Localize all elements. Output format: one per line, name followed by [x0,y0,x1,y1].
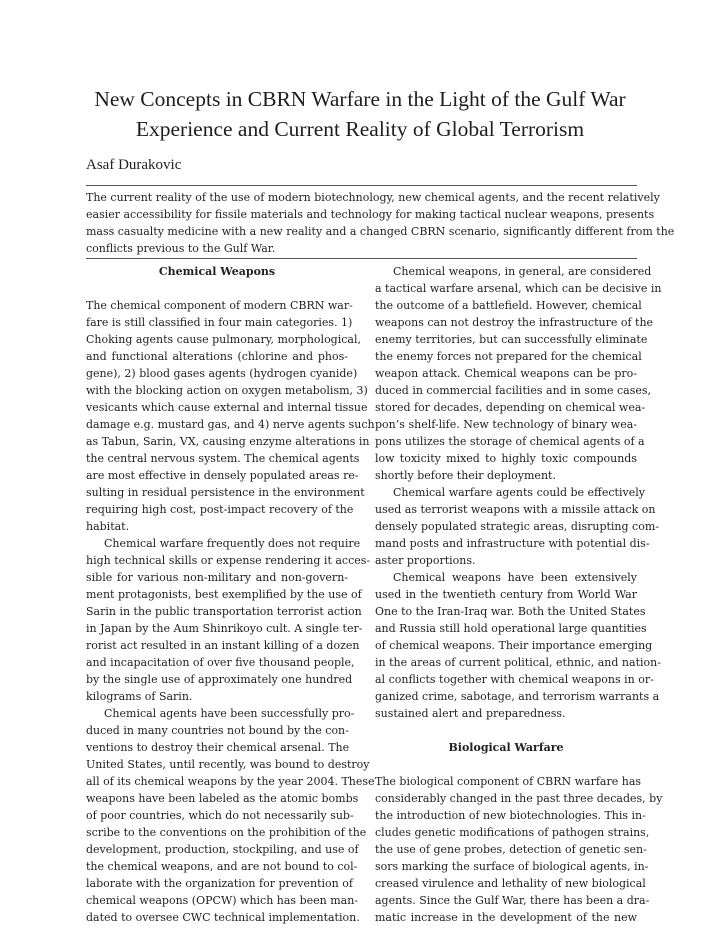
section-heading-chemical: Chemical Weapons [158,265,276,278]
paragraph-line: all of its chemical weapons by the year 2004. These [86,775,375,788]
spacer [375,756,637,773]
paragraph-line: used in the twentieth century from World War [375,588,637,601]
paragraph-line: The chemical component of modern CBRN war- [86,299,353,312]
paragraph-line: the outcome of a battlefield. However, chemical [375,299,642,312]
title-line: Experience and Current Reality of Global Terrorism [135,117,585,141]
paragraph-line: habitat. [86,520,130,533]
section-heading-biological: Biological Warfare [448,741,564,754]
paragraph-line: vesicants which cause external and internal tissue [86,401,368,414]
paragraph-line: chemical weapons (OPCW) which has been man- [86,894,359,907]
paragraph-line: rorist act resulted in an instant killing of a dozen [86,639,360,652]
paragraph-line: and Russia still hold operational large quantities [375,622,647,635]
paragraph-line: scribe to the conventions on the prohibition of the [86,826,367,839]
paragraph-line: stored for decades, depending on chemical wea- [375,401,646,414]
paragraph-line: fare is still classified in four main categories. 1) [86,316,353,329]
paragraph-line: agents. Since the Gulf War, there has been a dra- [375,894,650,907]
paragraph-line: Choking agents cause pulmonary, morphological, [86,333,361,346]
paragraph-line: kilograms of Sarin. [86,690,193,703]
paragraph-line: the chemical weapons, and are not bound to col- [86,860,358,873]
paragraph-line: laborate with the organization for prevention of [86,877,353,890]
paragraph-line: Sarin in the public transportation terrorist action [86,605,362,618]
paragraph-line: and incapacitation of over five thousand people, [86,656,355,669]
paragraph-line: Chemical weapons have been extensively [393,571,637,584]
paragraph-line: sors marking the surface of biological agents, in- [375,860,649,873]
title-line: New Concepts in CBRN Warfare in the Light of the Gulf War [94,87,626,111]
paragraph-line: dated to oversee CWC technical implementation. [86,911,360,924]
paragraph-line: a tactical warfare arsenal, which can be decisive in [375,282,662,295]
paragraph-line: densely populated strategic areas, disrupting com- [375,520,659,533]
abstract-line: conflicts previous to the Gulf War. [86,242,276,255]
paragraph-line: gene), 2) blood gases agents (hydrogen cyanide) [86,367,358,380]
paragraph-line: requiring high cost, post-impact recovery of the [86,503,354,516]
paragraph-line: Chemical warfare agents could be effectively [393,486,645,499]
abstract [86,189,675,257]
paragraph-line: Chemical warfare frequently does not require [104,537,361,550]
paragraph-line: Chemical weapons, in general, are considered [393,265,652,278]
paragraph-line: in Japan by the Aum Shinrikoyo cult. A single ter- [86,622,363,635]
paragraph-line: ventions to destroy their chemical arsenal. The [86,741,350,754]
paragraph-line: weapon attack. Chemical weapons can be pro- [375,367,637,380]
paragraph-line: of chemical weapons. Their importance emerging [375,639,653,652]
abstract-line: The current reality of the use of modern biotechnology, new chemical agents, and the recent relatively [86,191,660,204]
paragraph-line: pon’s shelf-life. New technology of binary wea- [375,418,637,431]
paragraph-line: and functional alterations (chlorine and phos- [86,350,348,363]
abstract-bottom-rule [86,258,637,259]
paragraph-line: in the areas of current political, ethnic, and nation- [375,656,661,669]
paragraph-line: duced in many countries not bound by the con- [86,724,349,737]
paragraph-line: Chemical agents have been successfully pro- [104,707,355,720]
paper-title [60,84,660,144]
paragraph-line: mand posts and infrastructure with potential dis- [375,537,650,550]
paragraph-line: of poor countries, which do not necessarily sub- [86,809,354,822]
paragraph-line: used as terrorist weapons with a missile attack on [375,503,656,516]
right-column [375,263,663,926]
paragraph-line: low toxicity mixed to highly toxic compounds [375,452,637,465]
paragraph-line: ment protagonists, best exemplified by the use of [86,588,362,601]
paragraph-line: al conflicts together with chemical weapons in or- [375,673,654,686]
paragraph-line: considerably changed in the past three decades, by [375,792,663,805]
paragraph-line: creased virulence and lethality of new biological [375,877,646,890]
paragraph-line: enemy territories, but can successfully eliminate [375,333,648,346]
paragraph-line: sustained alert and preparedness. [375,707,566,720]
paragraph-line: by the single use of approximately one hundred [86,673,353,686]
paragraph-line: aster proportions. [375,554,476,567]
paragraph-line: as Tabun, Sarin, VX, causing enzyme alterations in [86,435,370,448]
paragraph-line: The biological component of CBRN warfare has [375,775,642,788]
paragraph-line: weapons have been labeled as the atomic bombs [86,792,359,805]
paragraph-line: high technical skills or expense rendering it acces- [86,554,371,567]
paragraph-line: damage e.g. mustard gas, and 4) nerve agents such [86,418,375,431]
spacer [375,722,637,739]
paragraph-line: the central nervous system. The chemical agents [86,452,360,465]
paragraph-line: development, production, stockpiling, and use of [86,843,359,856]
paragraph-line: the use of gene probes, detection of genetic sen- [375,843,647,856]
paragraph-line: with the blocking action on oxygen metabolism, 3) [86,384,368,397]
paragraph-line: cludes genetic modifications of pathogen strains, [375,826,650,839]
paragraph-line: sible for various non-military and non-govern- [86,571,348,584]
left-column [86,263,375,926]
abstract-top-rule [86,185,637,186]
author-name: Asaf Durakovic [86,157,182,173]
paragraph-line: ganized crime, sabotage, and terrorism warrants a [375,690,660,703]
abstract-line: mass casualty medicine with a new reality and a changed CBRN scenario, significantly different from the [86,225,675,238]
paragraph-line: pons utilizes the storage of chemical agents of a [375,435,645,448]
abstract-line: easier accessibility for fissile materials and technology for making tactical nuclear weapons, presents [86,208,655,221]
paragraph-line: the enemy forces not prepared for the chemical [375,350,642,363]
paragraph-line: United States, until recently, was bound to destroy [86,758,370,771]
paragraph-line: One to the Iran-Iraq war. Both the United States [375,605,646,618]
paragraph-line: shortly before their deployment. [375,469,556,482]
paragraph-line: the introduction of new biotechnologies. This in- [375,809,646,822]
paragraph-line: sulting in residual persistence in the environment [86,486,365,499]
paragraph-line: are most effective in densely populated areas re- [86,469,359,482]
paragraph-line: duced in commercial facilities and in some cases, [375,384,652,397]
paragraph-line: matic increase in the development of the new [375,911,637,924]
spacer [86,280,348,297]
paragraph-line: weapons can not destroy the infrastructure of the [375,316,654,329]
